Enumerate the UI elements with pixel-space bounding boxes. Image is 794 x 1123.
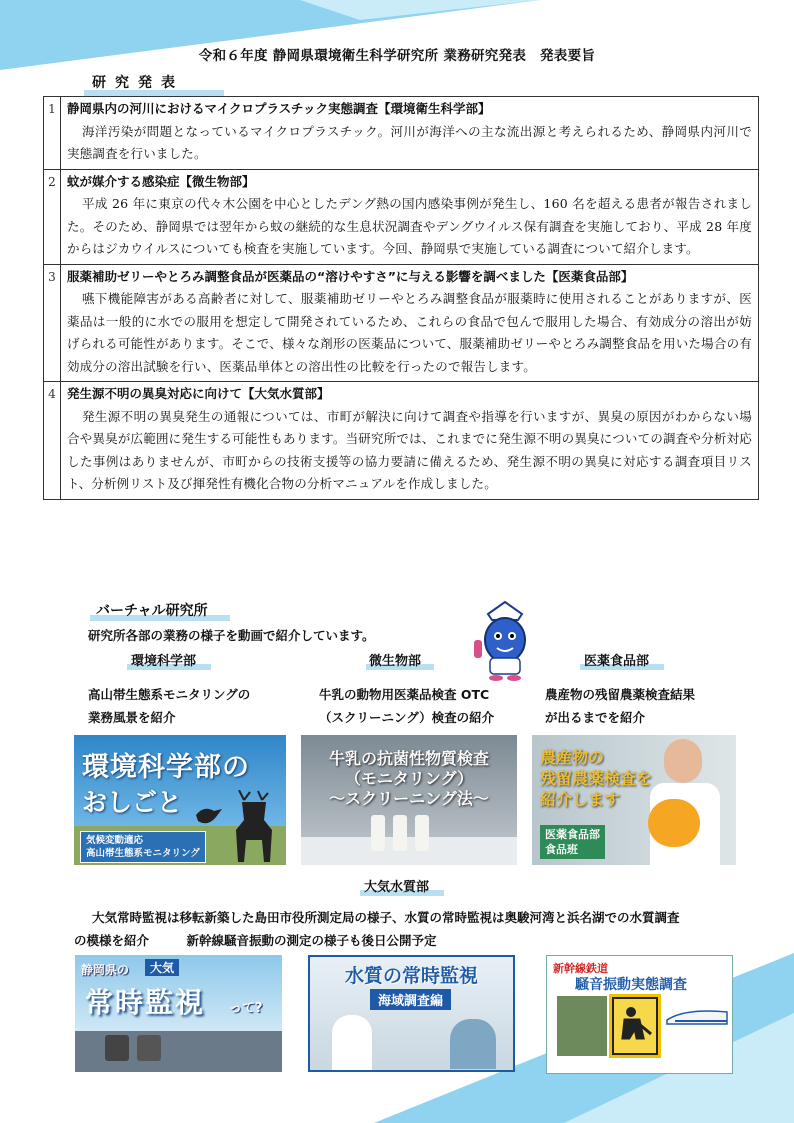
instrument-shape <box>137 1035 161 1061</box>
item-title: 蚊が媒介する感染症【微生物部】 <box>67 173 255 189</box>
caption-line: 気候変動適応 <box>86 835 144 846</box>
thumb-caption <box>80 831 206 863</box>
research-row <box>44 97 759 170</box>
atmo-line-1: 大気常時監視は移転新築した島田市役所測定局の様子、水質の常時監視は奥駿河湾と浜名湖での水質調査 <box>92 910 680 925</box>
item-title: 服薬補助ゼリーやとろみ調整食品が医薬品の“溶けやすさ”に与える影響を調べました【医薬食品部】 <box>67 268 634 284</box>
research-table <box>43 96 759 500</box>
item-number: 4 <box>44 382 61 500</box>
shinkansen-icon <box>665 1006 729 1028</box>
item-body: 発生源不明の異臭発生の通報については、市町が解決に向けて調査や指導を行いますが、異臭の原因がわからない場合や異臭が広範囲に発生する可能性もあります。当研究所では、これまでに発生源不明の異臭についての調査や分析対応した事例はありませんが、市町からの技術支援等の協力要請に備えるため、発生源不明の異臭に対応する調査項目リスト、分析例リスト及び揮発性有機化合物の分析マニュアルを作成しました。 <box>67 408 752 491</box>
thumb-title: おしごと <box>82 788 183 817</box>
thumb-title: 静岡県の <box>81 963 130 977</box>
photo-placeholder <box>557 996 607 1056</box>
research-row <box>44 382 759 500</box>
video-thumbnail-env[interactable] <box>74 735 286 865</box>
person-head <box>664 739 702 783</box>
thumb-title-line: 紹介します <box>540 790 621 809</box>
instrument-shape <box>105 1035 129 1061</box>
thumb-title-line: 残留農薬検査を <box>540 769 653 788</box>
video-thumbnail-micro[interactable] <box>301 735 517 865</box>
item-body: 海洋汚染が問題となっているマイクロプラスチック。河川が海洋への主な流出源と考えられるため、静岡県内河川で実態調査を行いました。 <box>67 123 752 161</box>
thumb-title <box>540 747 652 810</box>
bottle-shape <box>371 815 385 851</box>
thumb-title: 大気 <box>145 959 179 976</box>
thumb-title: 新幹線鉄道 <box>553 962 608 975</box>
dept-name-env: 環境科学部 <box>131 654 197 669</box>
thumb-title: って? <box>229 1001 263 1016</box>
video-thumbnail-pharma[interactable] <box>532 735 736 865</box>
item-body: 嚥下機能障害がある高齢者に対して、服薬補助ゼリーやとろみ調整食品が服薬時に使用されることがありますが、医薬品は一般的に水での服用を想定して開発されているため、これらの食品で包んで服用した場合、有効成分の溶出が妨げられる可能性があります。そこで、様々な剤形の医薬品について、服薬補助ゼリーやとろみ調整食品を用いた場合の有効成分の溶出試験を行い、医薬品単体との溶出性の比較を行ったので報告します。 <box>67 291 752 374</box>
research-row <box>44 264 759 382</box>
item-title: 発生源不明の異臭対応に向けて【大気水質部】 <box>67 386 330 401</box>
lab-bench <box>301 837 517 865</box>
desc-line: 牛乳の動物用医薬品検査 OTC <box>319 687 490 702</box>
thumb-title: 水質の常時監視 <box>344 965 478 987</box>
caption-line: 食品班 <box>545 843 578 856</box>
atmo-line-2: の模様を紹介 新幹線騒音振動の測定の様子も後日公開予定 <box>74 933 437 948</box>
dept-desc-pharma <box>545 683 695 729</box>
research-section-label: 研究発表 <box>92 75 184 91</box>
caption-line: 高山帯生態系モニタリング <box>86 848 200 859</box>
desc-line: が出るまでを紹介 <box>545 710 646 725</box>
thumb-title-line: 牛乳の抗菌性物質検査 <box>328 749 489 768</box>
mascot-illustration <box>470 600 540 682</box>
thumb-title: 常時監視 <box>85 986 206 1019</box>
item-title: 静岡県内の河川におけるマイクロプラスチック実態調査【環境衛生科学部】 <box>67 101 491 116</box>
thumb-title-line: ～スクリーニング法～ <box>329 789 489 808</box>
item-number: 2 <box>44 169 61 264</box>
thumb-title: 騒音振動実態調査 <box>575 977 687 993</box>
research-row <box>44 169 759 264</box>
virtual-lab-title: バーチャル研究所 <box>96 603 208 619</box>
desc-line: 業務風景を紹介 <box>88 710 176 725</box>
dept-name-pharma: 医薬食品部 <box>584 654 650 669</box>
thumb-title-line: 農産物の <box>540 748 605 767</box>
person-on-boat <box>450 1019 496 1069</box>
thumb-title-line: （モニタリング） <box>344 769 474 788</box>
construction-sign-icon <box>609 994 661 1058</box>
dept-desc-env <box>88 683 250 729</box>
caption-line: 医薬食品部 <box>545 828 600 841</box>
thumb-title <box>301 749 517 809</box>
orange-fruit <box>648 799 700 847</box>
video-thumbnail-air[interactable] <box>75 955 282 1072</box>
person-in-labcoat <box>332 1015 372 1070</box>
page-title: 令和６年度 静岡県環境衛生科学研究所 業務研究発表 発表要旨 <box>198 48 596 64</box>
item-number: 1 <box>44 97 61 170</box>
bottle-shape <box>393 815 407 851</box>
item-body: 平成 26 年に東京の代々木公園を中心としたデング熱の国内感染事例が発生し、160 名を超える患者が報告されました。そのため、静岡県では翌年から蚊の継続的な生息状況調査やデングウイルス保有調査を実施しており、平成 28 年度からはジカウイルスについても検査を実施しています。今回、静岡県で実施している調査について紹介します。 <box>67 196 752 256</box>
dept-name-atmo: 大気水質部 <box>364 880 430 895</box>
item-number: 3 <box>44 264 61 382</box>
thumb-title: 環境科学部の <box>82 752 250 783</box>
virtual-lab-intro: 研究所各部の業務の様子を動画で紹介しています。 <box>88 628 375 643</box>
dept-name-micro: 微生物部 <box>369 654 422 669</box>
thumb-caption <box>540 825 605 859</box>
desc-line: （スクリーニング）検査の紹介 <box>319 710 495 725</box>
deer-silhouette-icon <box>224 790 284 865</box>
bird-icon <box>194 801 224 831</box>
thumb-title: 海域調査編 <box>370 989 451 1010</box>
desc-line: 高山帯生態系モニタリングの <box>88 687 251 702</box>
dept-desc-micro <box>319 683 494 729</box>
video-thumbnail-noise[interactable] <box>546 955 733 1074</box>
desc-line: 農産物の残留農薬検査結果 <box>545 687 696 702</box>
bottle-shape <box>415 815 429 851</box>
video-thumbnail-water[interactable] <box>308 955 515 1072</box>
